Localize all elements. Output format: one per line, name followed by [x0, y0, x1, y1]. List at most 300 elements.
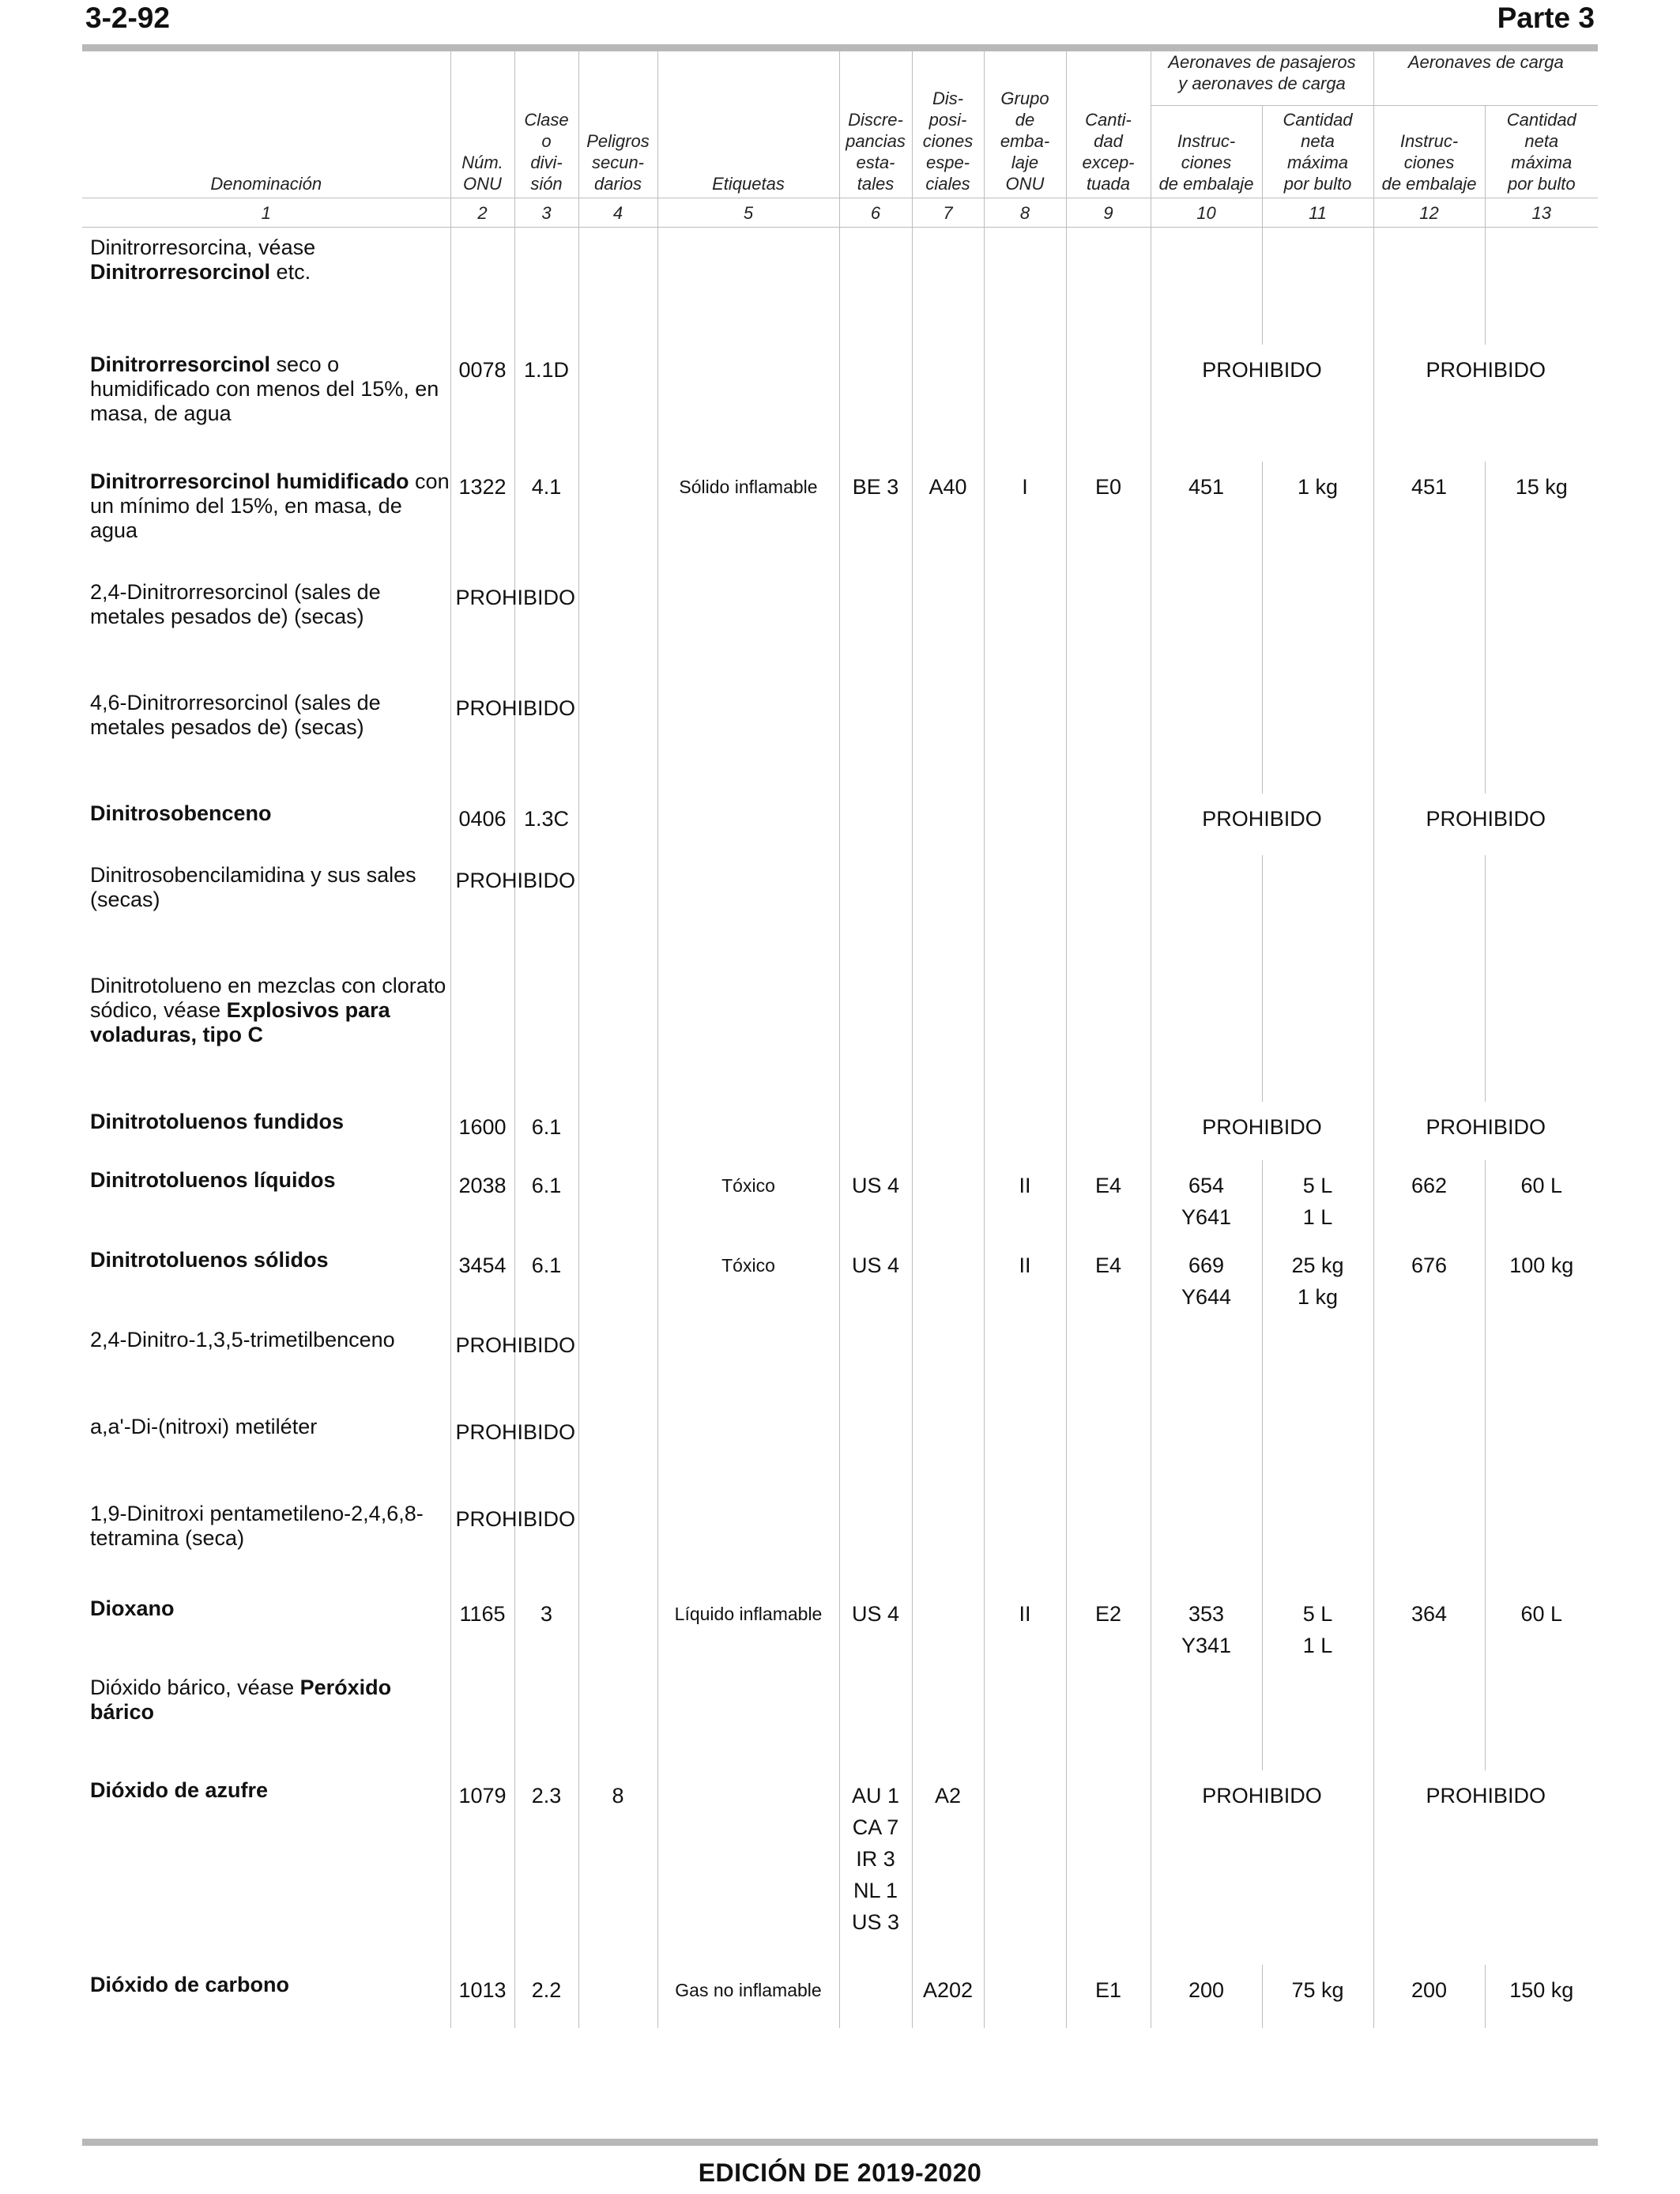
packing-group: II	[1019, 1253, 1031, 1277]
cell-grupo	[984, 1668, 1066, 1770]
cell-clase	[514, 345, 578, 462]
cell-exceptuada	[1066, 462, 1151, 572]
prohibido-label: PROHIBIDO	[1202, 1783, 1322, 1808]
cell-num-onu	[450, 1494, 576, 1589]
cell-pax-instrucciones	[1151, 462, 1262, 572]
cell-num-onu	[450, 1770, 514, 1965]
header-line: de	[1015, 110, 1035, 130]
cell-cargo-instrucciones	[1373, 462, 1485, 572]
cell-clase	[514, 966, 578, 1102]
cargo-packing-instruction: 200	[1411, 1977, 1448, 2002]
pax-packing-instruction: 200	[1188, 1977, 1225, 2002]
column-number: 6	[839, 198, 912, 228]
col-header-clase	[514, 51, 578, 198]
cell-grupo	[984, 1965, 1066, 2028]
cell-grupo	[984, 1102, 1066, 1160]
header-line: por bulto	[1507, 174, 1576, 194]
column-number: 12	[1373, 198, 1485, 228]
cell-num-onu	[450, 966, 514, 1102]
cell-pax-prohibido	[1151, 1770, 1373, 1965]
header-line: esta-	[856, 153, 895, 172]
cell-pax-instrucciones	[1151, 1965, 1262, 2028]
excepted-quantity: E4	[1094, 1173, 1122, 1197]
header-line: Cantidad	[1283, 110, 1353, 130]
cell-pax-instrucciones	[1151, 1240, 1262, 1320]
name-part: Dióxido bárico, véase	[90, 1675, 300, 1699]
cell-clase	[514, 1589, 578, 1668]
col-group-carga: Aeronaves de carga	[1373, 51, 1598, 106]
cell-clase	[514, 1770, 578, 1965]
col-header-cargo-instrucciones	[1373, 106, 1485, 198]
table-row	[82, 228, 1598, 345]
column-number: 10	[1151, 198, 1262, 228]
cargo-packing-instruction: 676	[1411, 1253, 1448, 1277]
cell-exceptuada	[1066, 794, 1151, 855]
cell-exceptuada	[1066, 966, 1151, 1102]
column-number: 11	[1262, 198, 1373, 228]
cell-num-onu	[450, 1407, 576, 1494]
packing-group: I	[1022, 474, 1028, 499]
header-line: Dis-	[932, 89, 964, 108]
cell-pax-instrucciones	[1151, 683, 1262, 794]
state-variation: BE 3	[852, 474, 899, 499]
cell-discrepancias	[839, 1770, 912, 1965]
cell-peligros	[578, 1160, 657, 1240]
header-line: máxima	[1511, 153, 1573, 172]
substance-name	[82, 345, 450, 462]
cell-pax-instrucciones	[1151, 1320, 1262, 1407]
cell-grupo	[984, 855, 1066, 966]
part-label: Parte 3	[1497, 2, 1595, 34]
un-number: 0406	[458, 806, 507, 831]
col-header-denominacion: Denominación	[210, 174, 322, 194]
cell-etiquetas	[657, 966, 839, 1102]
header-line: Discre-	[848, 110, 903, 130]
class-division: 6.1	[531, 1253, 562, 1277]
name-bold-part: Explosivos para voladuras, tipo C	[90, 997, 390, 1046]
name-part: etc.	[270, 260, 311, 284]
cell-cargo-cantidad	[1485, 572, 1598, 683]
cell-exceptuada	[1066, 345, 1151, 462]
table-row	[82, 1102, 1598, 1160]
header-line: espe-	[925, 153, 970, 172]
state-variation: US 4	[851, 1173, 900, 1197]
header-line: por bulto	[1283, 174, 1352, 194]
cell-exceptuada	[1066, 855, 1151, 966]
name-part: 1,9-Dinitroxi pentametileno-2,4,6,8-tetramina (seca)	[90, 1501, 424, 1550]
header-line: Peligros	[586, 131, 650, 151]
header-line: ONU	[1005, 174, 1045, 194]
cell-etiquetas	[657, 1668, 839, 1770]
header-line: neta	[1301, 131, 1335, 151]
dangerous-goods-table	[82, 51, 1598, 2028]
pax-max-quantity: 25 kg	[1291, 1253, 1344, 1277]
cell-peligros	[578, 228, 657, 345]
col-header-discrepancias	[839, 51, 912, 198]
table-row	[82, 1965, 1598, 2028]
class-division: 6.1	[531, 1173, 562, 1197]
name-part: Dinitrotolueno en mezclas con clorato sódico, véase	[90, 973, 446, 1022]
header-line: secun-	[591, 153, 645, 172]
cell-cargo-cantidad	[1485, 855, 1598, 966]
cell-clase	[514, 462, 578, 572]
cell-etiquetas	[657, 228, 839, 345]
state-variation: US 3	[851, 1909, 900, 1934]
cell-peligros	[578, 1770, 657, 1965]
cell-exceptuada	[1066, 1589, 1151, 1668]
header-line: Núm.	[461, 153, 503, 172]
cell-disposiciones	[912, 1160, 984, 1240]
cell-exceptuada	[1066, 1240, 1151, 1320]
packing-group: II	[1019, 1173, 1031, 1197]
cell-peligros	[578, 1494, 657, 1589]
cell-num-onu	[450, 855, 576, 966]
header-line: pancias	[846, 131, 906, 151]
cell-peligros	[578, 966, 657, 1102]
header-line: ONU	[463, 174, 502, 194]
header-line: ciones	[922, 131, 974, 151]
table-row	[82, 1160, 1598, 1240]
cell-num-onu	[450, 1160, 514, 1240]
name-part: Dinitrosobencilamidina y sus sales (secas)	[90, 862, 416, 911]
col-header-cargo-cantidad	[1485, 106, 1598, 198]
substance-name	[82, 572, 450, 683]
cell-discrepancias	[839, 1668, 912, 1770]
cell-peligros	[578, 1965, 657, 2028]
cell-num-onu	[450, 1589, 514, 1668]
prohibido-label: PROHIBIDO	[455, 1333, 576, 1357]
column-number: 7	[912, 198, 984, 228]
cell-peligros	[578, 683, 657, 794]
cell-grupo	[984, 683, 1066, 794]
column-number: 9	[1066, 198, 1151, 228]
cell-discrepancias	[839, 855, 912, 966]
cell-pax-cantidad	[1262, 1407, 1373, 1494]
prohibido-label: PROHIBIDO	[1426, 1783, 1546, 1808]
col-header-etiquetas: Etiquetas	[657, 51, 839, 198]
hazard-label: Tóxico	[721, 1254, 775, 1276]
cell-peligros	[578, 1407, 657, 1494]
cell-disposiciones	[912, 462, 984, 572]
class-division: 1.1D	[523, 357, 570, 382]
cell-etiquetas	[657, 1160, 839, 1240]
header-line: Instruc-	[1399, 131, 1459, 151]
pax-packing-instruction: 451	[1188, 474, 1225, 499]
cell-num-onu	[450, 572, 576, 683]
table-row	[82, 1494, 1598, 1589]
col-group-pasajeros	[1151, 51, 1373, 106]
cell-peligros	[578, 1589, 657, 1668]
cell-grupo	[984, 1320, 1066, 1407]
cell-clase	[514, 1240, 578, 1320]
name-bold-part: Dinitrorresorcinol	[90, 260, 271, 284]
un-number: 1600	[458, 1114, 507, 1139]
cell-cargo-cantidad	[1485, 1160, 1598, 1240]
cell-pax-cantidad	[1262, 1668, 1373, 1770]
cell-peligros	[578, 794, 657, 855]
name-bold-part: Dinitrorresorcinol humidificado	[90, 469, 409, 493]
cell-pax-cantidad	[1262, 1494, 1373, 1589]
header-line: excep-	[1082, 153, 1135, 172]
class-division: 2.3	[531, 1783, 562, 1808]
cell-discrepancias	[839, 228, 912, 345]
pax-packing-instruction: Y644	[1181, 1284, 1232, 1309]
subsidiary-hazard: 8	[612, 1783, 624, 1808]
packing-group: II	[1019, 1601, 1031, 1626]
state-variation: US 4	[851, 1601, 900, 1626]
state-variation: US 4	[851, 1253, 900, 1277]
hazard-label: Gas no inflamable	[675, 1979, 822, 2000]
cell-cargo-cantidad	[1485, 1320, 1598, 1407]
cell-disposiciones	[912, 1668, 984, 1770]
prohibido-label: PROHIBIDO	[455, 585, 576, 609]
cell-discrepancias	[839, 1965, 912, 2028]
cell-etiquetas	[657, 683, 839, 794]
cell-grupo	[984, 1407, 1066, 1494]
header-line: divi-	[530, 153, 563, 172]
cell-etiquetas	[657, 1589, 839, 1668]
col-header-pax-cantidad	[1262, 106, 1373, 198]
cell-disposiciones	[912, 1407, 984, 1494]
name-part: 2,4-Dinitro-1,3,5-trimetilbenceno	[90, 1327, 395, 1351]
header-line: neta	[1524, 131, 1559, 151]
cell-pax-instrucciones	[1151, 1668, 1262, 1770]
cell-disposiciones	[912, 966, 984, 1102]
cell-cargo-cantidad	[1485, 228, 1598, 345]
cell-exceptuada	[1066, 1320, 1151, 1407]
cell-discrepancias	[839, 1240, 912, 1320]
cell-grupo	[984, 572, 1066, 683]
state-variation: NL 1	[853, 1878, 898, 1902]
cell-pax-cantidad	[1262, 1965, 1373, 2028]
header-line: de embalaje	[1381, 174, 1477, 194]
name-part: 2,4-Dinitrorresorcinol (sales de metales pesados de) (secas)	[90, 579, 381, 628]
cell-pax-instrucciones	[1151, 855, 1262, 966]
cell-cargo-cantidad	[1485, 966, 1598, 1102]
header-line: tuada	[1086, 174, 1131, 194]
table-row	[82, 683, 1598, 794]
cell-clase	[514, 1407, 578, 1494]
cell-exceptuada	[1066, 1668, 1151, 1770]
substance-name	[82, 794, 450, 855]
substance-name	[82, 462, 450, 572]
cell-etiquetas	[657, 1102, 839, 1160]
name-bold-part: Dióxido de carbono	[90, 1972, 290, 1996]
prohibido-label: PROHIBIDO	[1202, 806, 1322, 831]
substance-name	[82, 1668, 450, 1770]
cell-pax-cantidad	[1262, 1240, 1373, 1320]
cell-clase	[514, 1320, 578, 1407]
name-bold-part: Dinitrotoluenos líquidos	[90, 1167, 336, 1192]
state-variation: AU 1	[851, 1783, 900, 1808]
column-number: 13	[1485, 198, 1598, 228]
header-line: máxima	[1287, 153, 1349, 172]
cell-discrepancias	[839, 794, 912, 855]
cargo-packing-instruction: 662	[1411, 1173, 1448, 1197]
special-provision: A202	[922, 1977, 974, 2002]
cell-cargo-instrucciones	[1373, 1668, 1485, 1770]
cell-pax-instrucciones	[1151, 1407, 1262, 1494]
cell-cargo-cantidad	[1485, 1668, 1598, 1770]
header-line: darios	[594, 174, 642, 194]
cell-num-onu	[450, 1320, 576, 1407]
cell-grupo	[984, 228, 1066, 345]
cell-etiquetas	[657, 572, 839, 683]
edition-footer: EDICIÓN DE 2019-2020	[698, 2158, 982, 2187]
cell-num-onu	[450, 462, 514, 572]
cell-discrepancias	[839, 572, 912, 683]
header-line: Cantidad	[1506, 110, 1576, 130]
cell-grupo	[984, 1240, 1066, 1320]
cell-grupo	[984, 1589, 1066, 1668]
cell-pax-cantidad	[1262, 228, 1373, 345]
col-header-num-onu	[450, 51, 514, 198]
cell-etiquetas	[657, 1240, 839, 1320]
cargo-max-quantity: 60 L	[1520, 1601, 1563, 1626]
un-number: 3454	[458, 1253, 507, 1277]
special-provision: A2	[934, 1783, 962, 1808]
cell-cargo-instrucciones	[1373, 228, 1485, 345]
cell-pax-cantidad	[1262, 1589, 1373, 1668]
un-number: 0078	[458, 357, 507, 382]
header-line: Clase	[524, 110, 569, 130]
header-line: ciales	[925, 174, 970, 194]
name-bold-part: Peróxido bárico	[90, 1675, 392, 1724]
cell-exceptuada	[1066, 1965, 1151, 2028]
cell-etiquetas	[657, 345, 839, 462]
cell-peligros	[578, 1102, 657, 1160]
prohibido-label: PROHIBIDO	[1202, 1114, 1322, 1139]
un-number: 1013	[458, 1977, 507, 2002]
name-part: con un mínimo del 15%, en masa, de agua	[90, 469, 450, 542]
page-number: 3-2-92	[85, 2, 170, 34]
cell-disposiciones	[912, 1589, 984, 1668]
cell-clase	[514, 1160, 578, 1240]
cell-exceptuada	[1066, 1102, 1151, 1160]
table-row	[82, 1770, 1598, 1965]
cell-disposiciones	[912, 1320, 984, 1407]
header-line: Instruc-	[1177, 131, 1236, 151]
cell-exceptuada	[1066, 228, 1151, 345]
substance-name	[82, 1102, 450, 1160]
cell-cargo-cantidad	[1485, 1965, 1598, 2028]
col-header-grupo	[984, 51, 1066, 198]
table-row	[82, 1240, 1598, 1320]
cell-disposiciones	[912, 1770, 984, 1965]
cell-cargo-cantidad	[1485, 683, 1598, 794]
cell-pax-cantidad	[1262, 1160, 1373, 1240]
cell-grupo	[984, 966, 1066, 1102]
cell-cargo-cantidad	[1485, 1589, 1598, 1668]
column-number: 8	[984, 198, 1066, 228]
state-variation: CA 7	[852, 1815, 899, 1839]
cell-etiquetas	[657, 1494, 839, 1589]
prohibido-label: PROHIBIDO	[455, 1506, 576, 1531]
cargo-max-quantity: 100 kg	[1509, 1253, 1574, 1277]
cell-cargo-instrucciones	[1373, 572, 1485, 683]
state-variation: IR 3	[856, 1846, 895, 1871]
pax-max-quantity: 1 kg	[1297, 474, 1339, 499]
cell-disposiciones	[912, 572, 984, 683]
table-row	[82, 966, 1598, 1102]
cell-discrepancias	[839, 462, 912, 572]
table-body	[82, 228, 1598, 2028]
cell-disposiciones	[912, 683, 984, 794]
cell-peligros	[578, 345, 657, 462]
cell-clase	[514, 1668, 578, 1770]
substance-name	[82, 1160, 450, 1240]
name-bold-part: Dinitrotoluenos sólidos	[90, 1247, 329, 1272]
cell-num-onu	[450, 1102, 514, 1160]
cell-peligros	[578, 1320, 657, 1407]
cell-disposiciones	[912, 855, 984, 966]
cell-pax-cantidad	[1262, 462, 1373, 572]
cell-cargo-cantidad	[1485, 1240, 1598, 1320]
class-division: 2.2	[531, 1977, 562, 2002]
name-bold-part: Dinitrorresorcinol	[90, 352, 271, 376]
cell-exceptuada	[1066, 1407, 1151, 1494]
cell-pax-instrucciones	[1151, 572, 1262, 683]
cell-disposiciones	[912, 1965, 984, 2028]
pax-max-quantity: 75 kg	[1291, 1977, 1344, 2002]
header-line: tales	[857, 174, 895, 194]
cell-cargo-instrucciones	[1373, 1589, 1485, 1668]
cell-discrepancias	[839, 1320, 912, 1407]
cell-peligros	[578, 462, 657, 572]
name-part: Dinitrorresorcina, véase	[90, 236, 316, 259]
cargo-packing-instruction: 364	[1411, 1601, 1448, 1626]
cell-cargo-prohibido	[1373, 794, 1598, 855]
table-row	[82, 1668, 1598, 1770]
cell-disposiciones	[912, 1102, 984, 1160]
pax-packing-instruction: Y341	[1181, 1633, 1232, 1657]
header-line: Grupo	[1000, 89, 1049, 108]
cell-pax-cantidad	[1262, 1320, 1373, 1407]
excepted-quantity: E0	[1094, 474, 1122, 499]
cell-discrepancias	[839, 1407, 912, 1494]
cell-num-onu	[450, 683, 576, 794]
column-number: 1	[82, 198, 450, 228]
column-number: 2	[450, 198, 514, 228]
header-line: laje	[1011, 153, 1039, 172]
cell-num-onu	[450, 228, 514, 345]
table-row	[82, 794, 1598, 855]
substance-name	[82, 855, 450, 966]
header-line: Canti-	[1085, 110, 1132, 130]
cell-cargo-prohibido	[1373, 1770, 1598, 1965]
table-row	[82, 1589, 1598, 1668]
cell-num-onu	[450, 1240, 514, 1320]
cell-num-onu	[450, 345, 514, 462]
pax-max-quantity: 5 L	[1302, 1601, 1333, 1626]
cell-exceptuada	[1066, 1494, 1151, 1589]
hazard-label: Sólido inflamable	[679, 476, 818, 497]
name-bold-part: Dinitrotoluenos fundidos	[90, 1109, 344, 1133]
excepted-quantity: E1	[1094, 1977, 1122, 2002]
cell-cargo-cantidad	[1485, 1407, 1598, 1494]
cell-pax-instrucciones	[1151, 1160, 1262, 1240]
class-division: 3	[540, 1601, 553, 1626]
table-row	[82, 1407, 1598, 1494]
un-number: 2038	[458, 1173, 507, 1197]
table-row	[82, 572, 1598, 683]
name-part: 4,6-Dinitrorresorcinol (sales de metales pesados de) (secas)	[90, 690, 381, 739]
header-line: ciones	[1403, 153, 1455, 172]
header-line: o	[541, 131, 552, 151]
hazard-label: Líquido inflamable	[674, 1603, 823, 1624]
pax-packing-instruction: 669	[1188, 1253, 1225, 1277]
cell-etiquetas	[657, 1407, 839, 1494]
